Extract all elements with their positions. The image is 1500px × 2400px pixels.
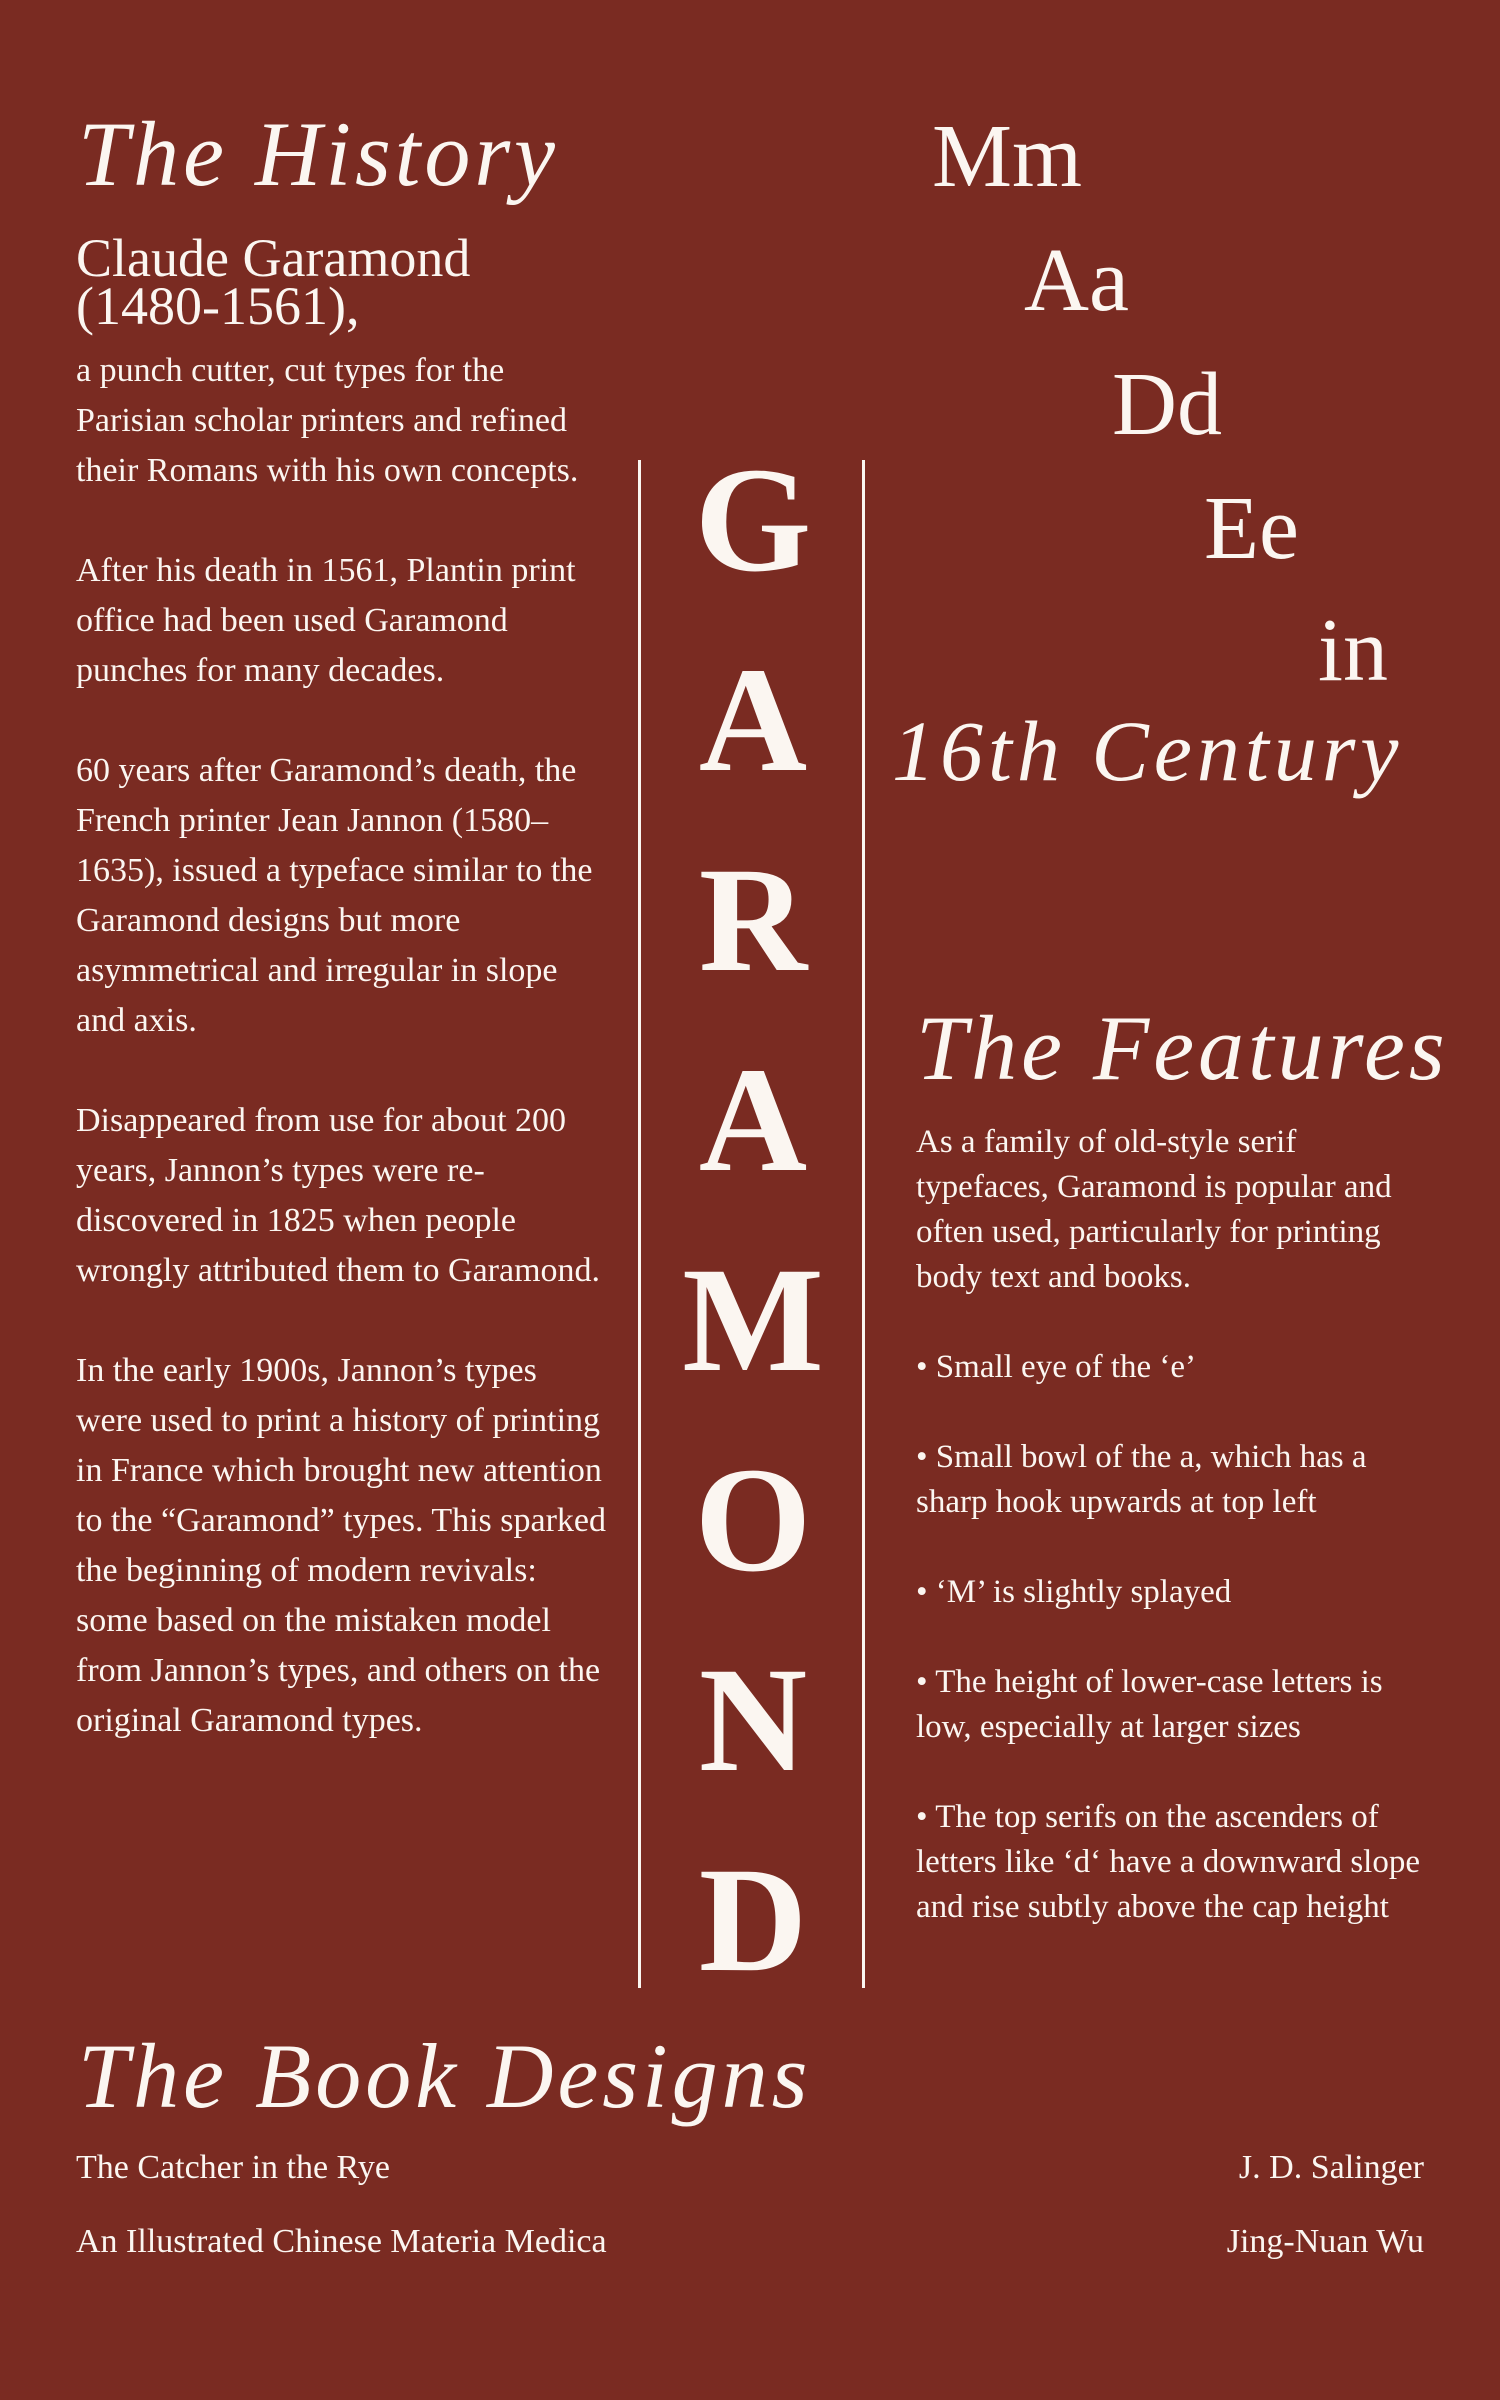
history-subheading-dates: (1480-1561), (76, 276, 360, 336)
title-letter: D (698, 1837, 808, 2003)
title-letter: A (698, 1037, 808, 1203)
cascade-letters-mm: Mm (932, 107, 1083, 206)
title-letter: A (698, 637, 808, 803)
cascade-word-in: in (1318, 601, 1389, 700)
title-letter: M (682, 1237, 824, 1403)
features-heading: The Features (916, 997, 1449, 1099)
feature-item: • Small bowl of the a, which has a sharp hook upwards at top left (916, 1439, 1367, 1520)
title-letter: G (694, 437, 812, 603)
cascade-letters-aa: Aa (1024, 231, 1129, 330)
book-row (76, 2222, 1424, 2262)
book-title: An Illustrated Chinese Materia Medica (76, 2223, 607, 2260)
book-designs-heading: The Book Designs (78, 2025, 812, 2127)
book-title: The Catcher in the Rye (76, 2149, 390, 2186)
cascade-letters-dd: Dd (1112, 355, 1222, 454)
book-author: J. D. Salinger (1238, 2149, 1424, 2186)
feature-item: • The top serifs on the ascenders of letters like ‘d‘ have a downward slope and rise subtly above the cap height (916, 1799, 1420, 1925)
cascade-letters-ee: Ee (1204, 479, 1299, 578)
features-intro: As a family of old-style serif typefaces, Garamond is popular and often used, particularly for printing body text and books. (916, 1124, 1392, 1295)
feature-item: • ‘M’ is slightly splayed (916, 1574, 1232, 1610)
feature-item: • Small eye of the ‘e’ (916, 1349, 1197, 1385)
features-body (916, 1120, 1436, 1930)
title-letter: O (694, 1437, 812, 1603)
history-subheading (76, 228, 636, 336)
history-paragraph: Disappeared from use for about 200 years, Jannon’s types were re-discovered in 1825 when people wrongly attributed them to Garamond. (76, 1102, 601, 1289)
century-heading: 16th Century (892, 703, 1404, 799)
book-author: Jing-Nuan Wu (1226, 2223, 1424, 2260)
history-heading: The History (78, 103, 559, 205)
history-subheading-name: Claude Garamond (76, 228, 471, 288)
title-letter: N (698, 1637, 808, 1803)
feature-item: • The height of lower-case letters is low, especially at larger sizes (916, 1664, 1383, 1745)
history-body (76, 346, 606, 1746)
history-paragraph: In the early 1900s, Jannon’s types were used to print a history of printing in France which brought new attention to the “Garamond” types. This sparked the beginning of modern revivals: some based on the mistaken model from Jannon’s types, and others on the original Garamond types. (76, 1352, 607, 1739)
book-row (76, 2148, 1424, 2188)
history-paragraph: 60 years after Garamond’s death, the French printer Jean Jannon (1580–1635), issued a typeface similar to the Garamond designs but more asymmetrical and irregular in slope and axis. (76, 752, 593, 1039)
history-paragraph: a punch cutter, cut types for the Parisian scholar printers and refined their Romans with his own concepts. (76, 352, 579, 489)
history-paragraph: After his death in 1561, Plantin print office had been used Garamond punches for many decades. (76, 552, 576, 689)
title-letter: R (698, 837, 808, 1003)
